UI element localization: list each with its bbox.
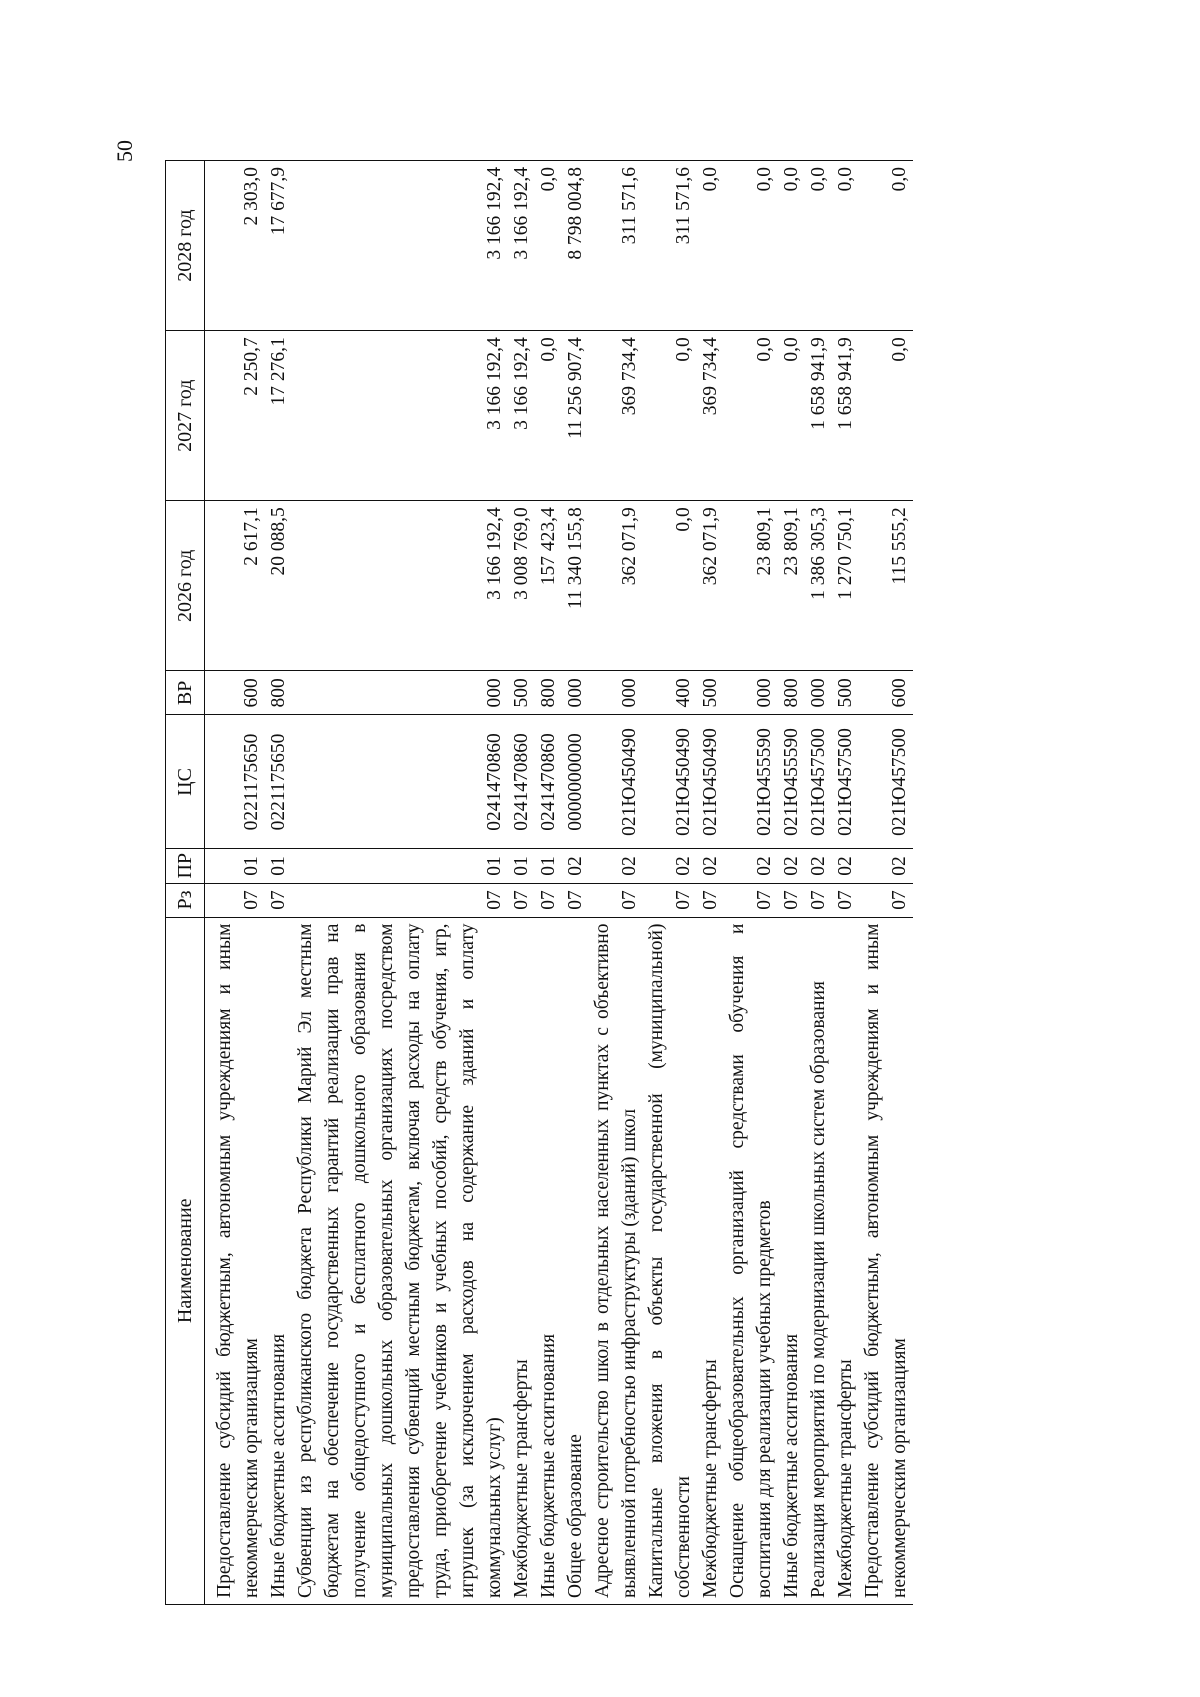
- row-vr: 000: [292, 671, 508, 715]
- row-name: Иные бюджетные ассигнования: [778, 917, 805, 1604]
- row-2026: 23 809,1: [724, 501, 778, 671]
- row-pr: 02: [643, 849, 697, 883]
- row-vr: 000: [805, 671, 832, 715]
- row-2027: 0,0: [859, 331, 913, 501]
- row-vr: 000: [724, 671, 778, 715]
- row-rz: 07: [589, 883, 643, 917]
- row-2026: 20 088,5: [265, 501, 292, 671]
- row-name: Субвенции из республиканского бюджета Республики Марий Эл местным бюджетам на обеспечение государственных гарантий реализации прав на получение общедоступного и бесплатного дошкольного образования в муниципальных дошкольных образовательных организациях посредством предоставления субвенций местным бюджетам, включая расходы на оплату труда, приобретение учебников и учебных пособий, средств обучения, игр, игрушек (за исключением расходов на содержание зданий и оплату коммунальных услуг): [292, 917, 508, 1604]
- row-2027: 0,0: [535, 331, 562, 501]
- row-pr: 02: [697, 849, 724, 883]
- row-2027: 17 276,1: [265, 331, 292, 501]
- table-row: [805, 161, 832, 1605]
- row-2027: 1 658 941,9: [832, 331, 859, 501]
- table-row: [724, 161, 778, 1605]
- row-cs: 021Ю457500: [832, 715, 859, 849]
- table-header-row: [166, 161, 205, 1605]
- row-pr: 01: [292, 849, 508, 883]
- header-name: Наименование: [166, 917, 205, 1604]
- row-2026: 115 555,2: [859, 501, 913, 671]
- row-2027: 1 658 941,9: [805, 331, 832, 501]
- row-name: Межбюджетные трансферты: [697, 917, 724, 1604]
- header-2028: 2028 год: [166, 161, 205, 331]
- row-2028: 17 677,9: [265, 161, 292, 331]
- row-2026: 11 340 155,8: [562, 501, 589, 671]
- row-name: Иные бюджетные ассигнования: [535, 917, 562, 1604]
- row-2028: 0,0: [859, 161, 913, 331]
- row-2026: 3 008 769,0: [508, 501, 535, 671]
- row-2028: 311 571,6: [589, 161, 643, 331]
- header-rz: Рз: [166, 883, 205, 917]
- row-2027: 0,0: [778, 331, 805, 501]
- row-rz: 07: [643, 883, 697, 917]
- row-rz: 07: [211, 883, 265, 917]
- row-2028: 2 303,0: [211, 161, 265, 331]
- row-pr: 01: [508, 849, 535, 883]
- header-2027: 2027 год: [166, 331, 205, 501]
- row-2028: 8 798 004,8: [562, 161, 589, 331]
- row-2028: 0,0: [778, 161, 805, 331]
- row-cs: 021Ю455590: [778, 715, 805, 849]
- row-2026: 23 809,1: [778, 501, 805, 671]
- row-pr: 02: [778, 849, 805, 883]
- row-name: Межбюджетные трансферты: [832, 917, 859, 1604]
- table-row: [535, 161, 562, 1605]
- row-name: Общее образование: [562, 917, 589, 1604]
- row-2026: 2 617,1: [211, 501, 265, 671]
- row-pr: 02: [859, 849, 913, 883]
- budget-table: [165, 160, 913, 1605]
- row-cs: 021Ю450490: [643, 715, 697, 849]
- row-2027: 369 734,4: [589, 331, 643, 501]
- row-2026: 0,0: [643, 501, 697, 671]
- row-2028: 3 166 192,4: [292, 161, 508, 331]
- row-2027: 2 250,7: [211, 331, 265, 501]
- row-2027: 369 734,4: [697, 331, 724, 501]
- row-vr: 800: [778, 671, 805, 715]
- row-vr: 800: [535, 671, 562, 715]
- page-number: 50: [112, 140, 137, 162]
- row-cs: 021Ю450490: [589, 715, 643, 849]
- header-2026: 2026 год: [166, 501, 205, 671]
- row-pr: 02: [832, 849, 859, 883]
- row-name: Капитальные вложения в объекты государственной (муниципальной) собственности: [643, 917, 697, 1604]
- header-cs: ЦС: [166, 715, 205, 849]
- row-vr: 400: [643, 671, 697, 715]
- row-vr: 000: [562, 671, 589, 715]
- row-name: Межбюджетные трансферты: [508, 917, 535, 1604]
- row-name: Предоставление субсидий бюджетным, автономным учреждениям и иным некоммерческим организациям: [859, 917, 913, 1604]
- row-rz: 07: [265, 883, 292, 917]
- row-cs: 021Ю450490: [697, 715, 724, 849]
- row-name: Адресное строительство школ в отдельных населенных пунктах с объективно выявленной потребностью инфраструктуры (зданий) школ: [589, 917, 643, 1604]
- row-vr: 000: [589, 671, 643, 715]
- row-2027: 0,0: [724, 331, 778, 501]
- row-pr: 01: [535, 849, 562, 883]
- row-rz: 07: [805, 883, 832, 917]
- table-row: [832, 161, 859, 1605]
- row-2028: 0,0: [697, 161, 724, 331]
- row-2027: 11 256 907,4: [562, 331, 589, 501]
- row-vr: 800: [265, 671, 292, 715]
- row-2028: 0,0: [535, 161, 562, 331]
- row-name: Реализация мероприятий по модернизации школьных систем образования: [805, 917, 832, 1604]
- row-2028: 311 571,6: [643, 161, 697, 331]
- row-rz: 07: [535, 883, 562, 917]
- row-cs: 0221175650: [265, 715, 292, 849]
- row-2028: 3 166 192,4: [508, 161, 535, 331]
- row-rz: 07: [859, 883, 913, 917]
- row-cs: 0241470860: [535, 715, 562, 849]
- row-pr: 01: [211, 849, 265, 883]
- row-vr: 500: [508, 671, 535, 715]
- row-2026: 157 423,4: [535, 501, 562, 671]
- row-cs: 0221175650: [211, 715, 265, 849]
- row-name: Оснащение общеобразовательных организаций средствами обучения и воспитания для реализации учебных предметов: [724, 917, 778, 1604]
- table-row: [778, 161, 805, 1605]
- table-row: [211, 161, 265, 1605]
- row-2026: 362 071,9: [697, 501, 724, 671]
- row-name: Иные бюджетные ассигнования: [265, 917, 292, 1604]
- row-2027: 0,0: [643, 331, 697, 501]
- table-row: [589, 161, 643, 1605]
- row-vr: 600: [859, 671, 913, 715]
- table-row: [292, 161, 508, 1605]
- header-pr: ПР: [166, 849, 205, 883]
- row-2027: 3 166 192,4: [508, 331, 535, 501]
- row-rz: 07: [697, 883, 724, 917]
- row-rz: 07: [778, 883, 805, 917]
- row-2026: 1 386 305,3: [805, 501, 832, 671]
- row-cs: 0241470860: [292, 715, 508, 849]
- row-vr: 500: [832, 671, 859, 715]
- table-row: [508, 161, 535, 1605]
- row-2026: 3 166 192,4: [292, 501, 508, 671]
- row-2028: 0,0: [724, 161, 778, 331]
- row-pr: 02: [589, 849, 643, 883]
- row-rz: 07: [562, 883, 589, 917]
- row-pr: 02: [724, 849, 778, 883]
- row-cs: 021Ю455590: [724, 715, 778, 849]
- row-2027: 3 166 192,4: [292, 331, 508, 501]
- row-rz: 07: [832, 883, 859, 917]
- row-vr: 500: [697, 671, 724, 715]
- row-rz: 07: [724, 883, 778, 917]
- row-cs: 0241470860: [508, 715, 535, 849]
- row-cs: 021Ю457500: [805, 715, 832, 849]
- row-2028: 0,0: [832, 161, 859, 331]
- row-cs: 0000000000: [562, 715, 589, 849]
- row-pr: 01: [265, 849, 292, 883]
- row-vr: 600: [211, 671, 265, 715]
- row-2028: 0,0: [805, 161, 832, 331]
- table-row: [265, 161, 292, 1605]
- header-vr: ВР: [166, 671, 205, 715]
- table-row: [643, 161, 697, 1605]
- rotated-page-content: [165, 160, 1035, 1605]
- row-pr: 02: [805, 849, 832, 883]
- table-row: [562, 161, 589, 1605]
- row-rz: 07: [508, 883, 535, 917]
- row-rz: 07: [292, 883, 508, 917]
- row-cs: 021Ю457500: [859, 715, 913, 849]
- table-row: [859, 161, 913, 1605]
- table-row: [697, 161, 724, 1605]
- row-name: Предоставление субсидий бюджетным, автономным учреждениям и иным некоммерческим организациям: [211, 917, 265, 1604]
- row-2026: 1 270 750,1: [832, 501, 859, 671]
- row-pr: 02: [562, 849, 589, 883]
- row-2026: 362 071,9: [589, 501, 643, 671]
